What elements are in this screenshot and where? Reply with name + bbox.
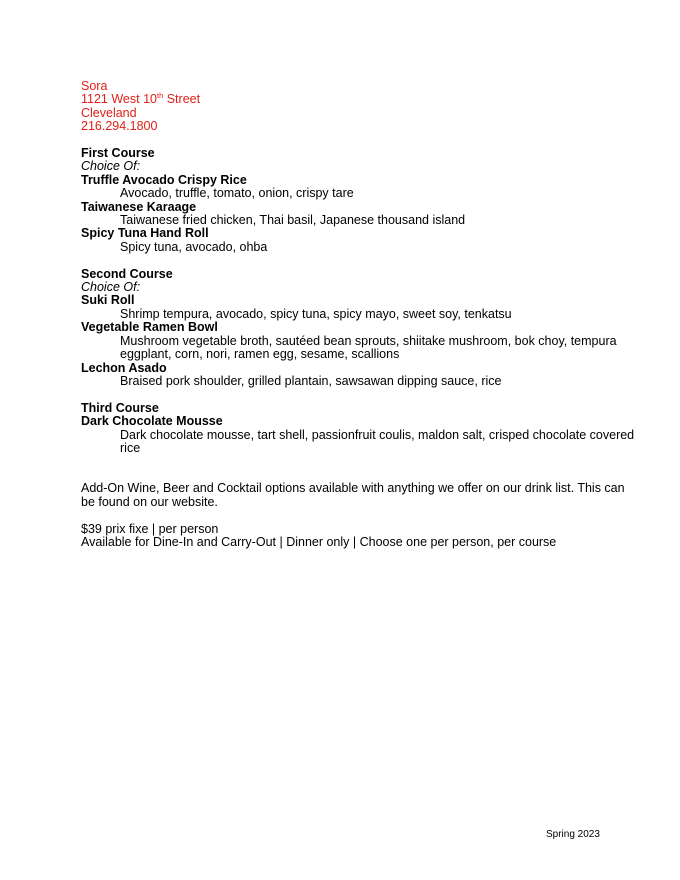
course-title: Third Course (81, 400, 159, 415)
course-title: Second Course (81, 266, 173, 281)
availability-note: Available for Dine-In and Carry-Out | Dinner only | Choose one per person, per course (81, 535, 557, 550)
address-suffix: th (156, 91, 164, 101)
price-note: $39 prix fixe | per person (81, 521, 219, 536)
restaurant-header (81, 80, 641, 134)
menu-item-name: Vegetable Ramen Bowl (81, 320, 218, 335)
menu-item-description: Mushroom vegetable broth, sautéed bean sprouts, shiitake mushroom, bok choy, tempura eggplant, corn, nori, ramen egg, sesame, scallions (120, 333, 617, 362)
second-course (81, 268, 641, 389)
choice-label: Choice Of: (81, 159, 141, 174)
menu-page (81, 80, 641, 550)
first-course (81, 147, 641, 254)
menu-item-name: Truffle Avocado Crispy Rice (81, 172, 247, 187)
address-number: 1121 West 10 (81, 92, 157, 107)
course-title: First Course (81, 146, 155, 161)
menu-item-description: Avocado, truffle, tomato, onion, crispy tare (120, 186, 354, 201)
menu-item-name: Lechon Asado (81, 360, 167, 375)
restaurant-name: Sora (81, 79, 108, 93)
menu-notes (81, 482, 641, 550)
menu-item-description: Dark chocolate mousse, tart shell, passionfruit coulis, maldon salt, crisped chocolate covered rice (120, 427, 635, 455)
restaurant-phone: 216.294.1800 (81, 119, 158, 134)
choice-label: Choice Of: (81, 280, 141, 295)
third-course (81, 402, 641, 456)
menu-item-name: Suki Roll (81, 293, 135, 308)
menu-item-name: Spicy Tuna Hand Roll (81, 226, 209, 241)
restaurant-address (81, 93, 641, 106)
addon-note: Add-On Wine, Beer and Cocktail options available with anything we offer on our drink list. This can be found on our website. (81, 481, 625, 509)
menu-item-description: Shrimp tempura, avocado, spicy tuna, spicy mayo, sweet soy, tenkatsu (120, 306, 512, 321)
menu-item-description: Braised pork shoulder, grilled plantain, sawsawan dipping sauce, rice (120, 373, 502, 388)
menu-item-description: Spicy tuna, avocado, ohba (120, 239, 268, 254)
menu-item-description: Taiwanese fried chicken, Thai basil, Japanese thousand island (120, 213, 466, 228)
menu-item-name: Dark Chocolate Mousse (81, 414, 223, 429)
season-label: Spring 2023 (546, 829, 600, 840)
pricing-block (81, 523, 641, 550)
restaurant-city: Cleveland (81, 105, 137, 120)
address-street: Street (163, 92, 201, 107)
menu-item-name: Taiwanese Karaage (81, 199, 197, 214)
